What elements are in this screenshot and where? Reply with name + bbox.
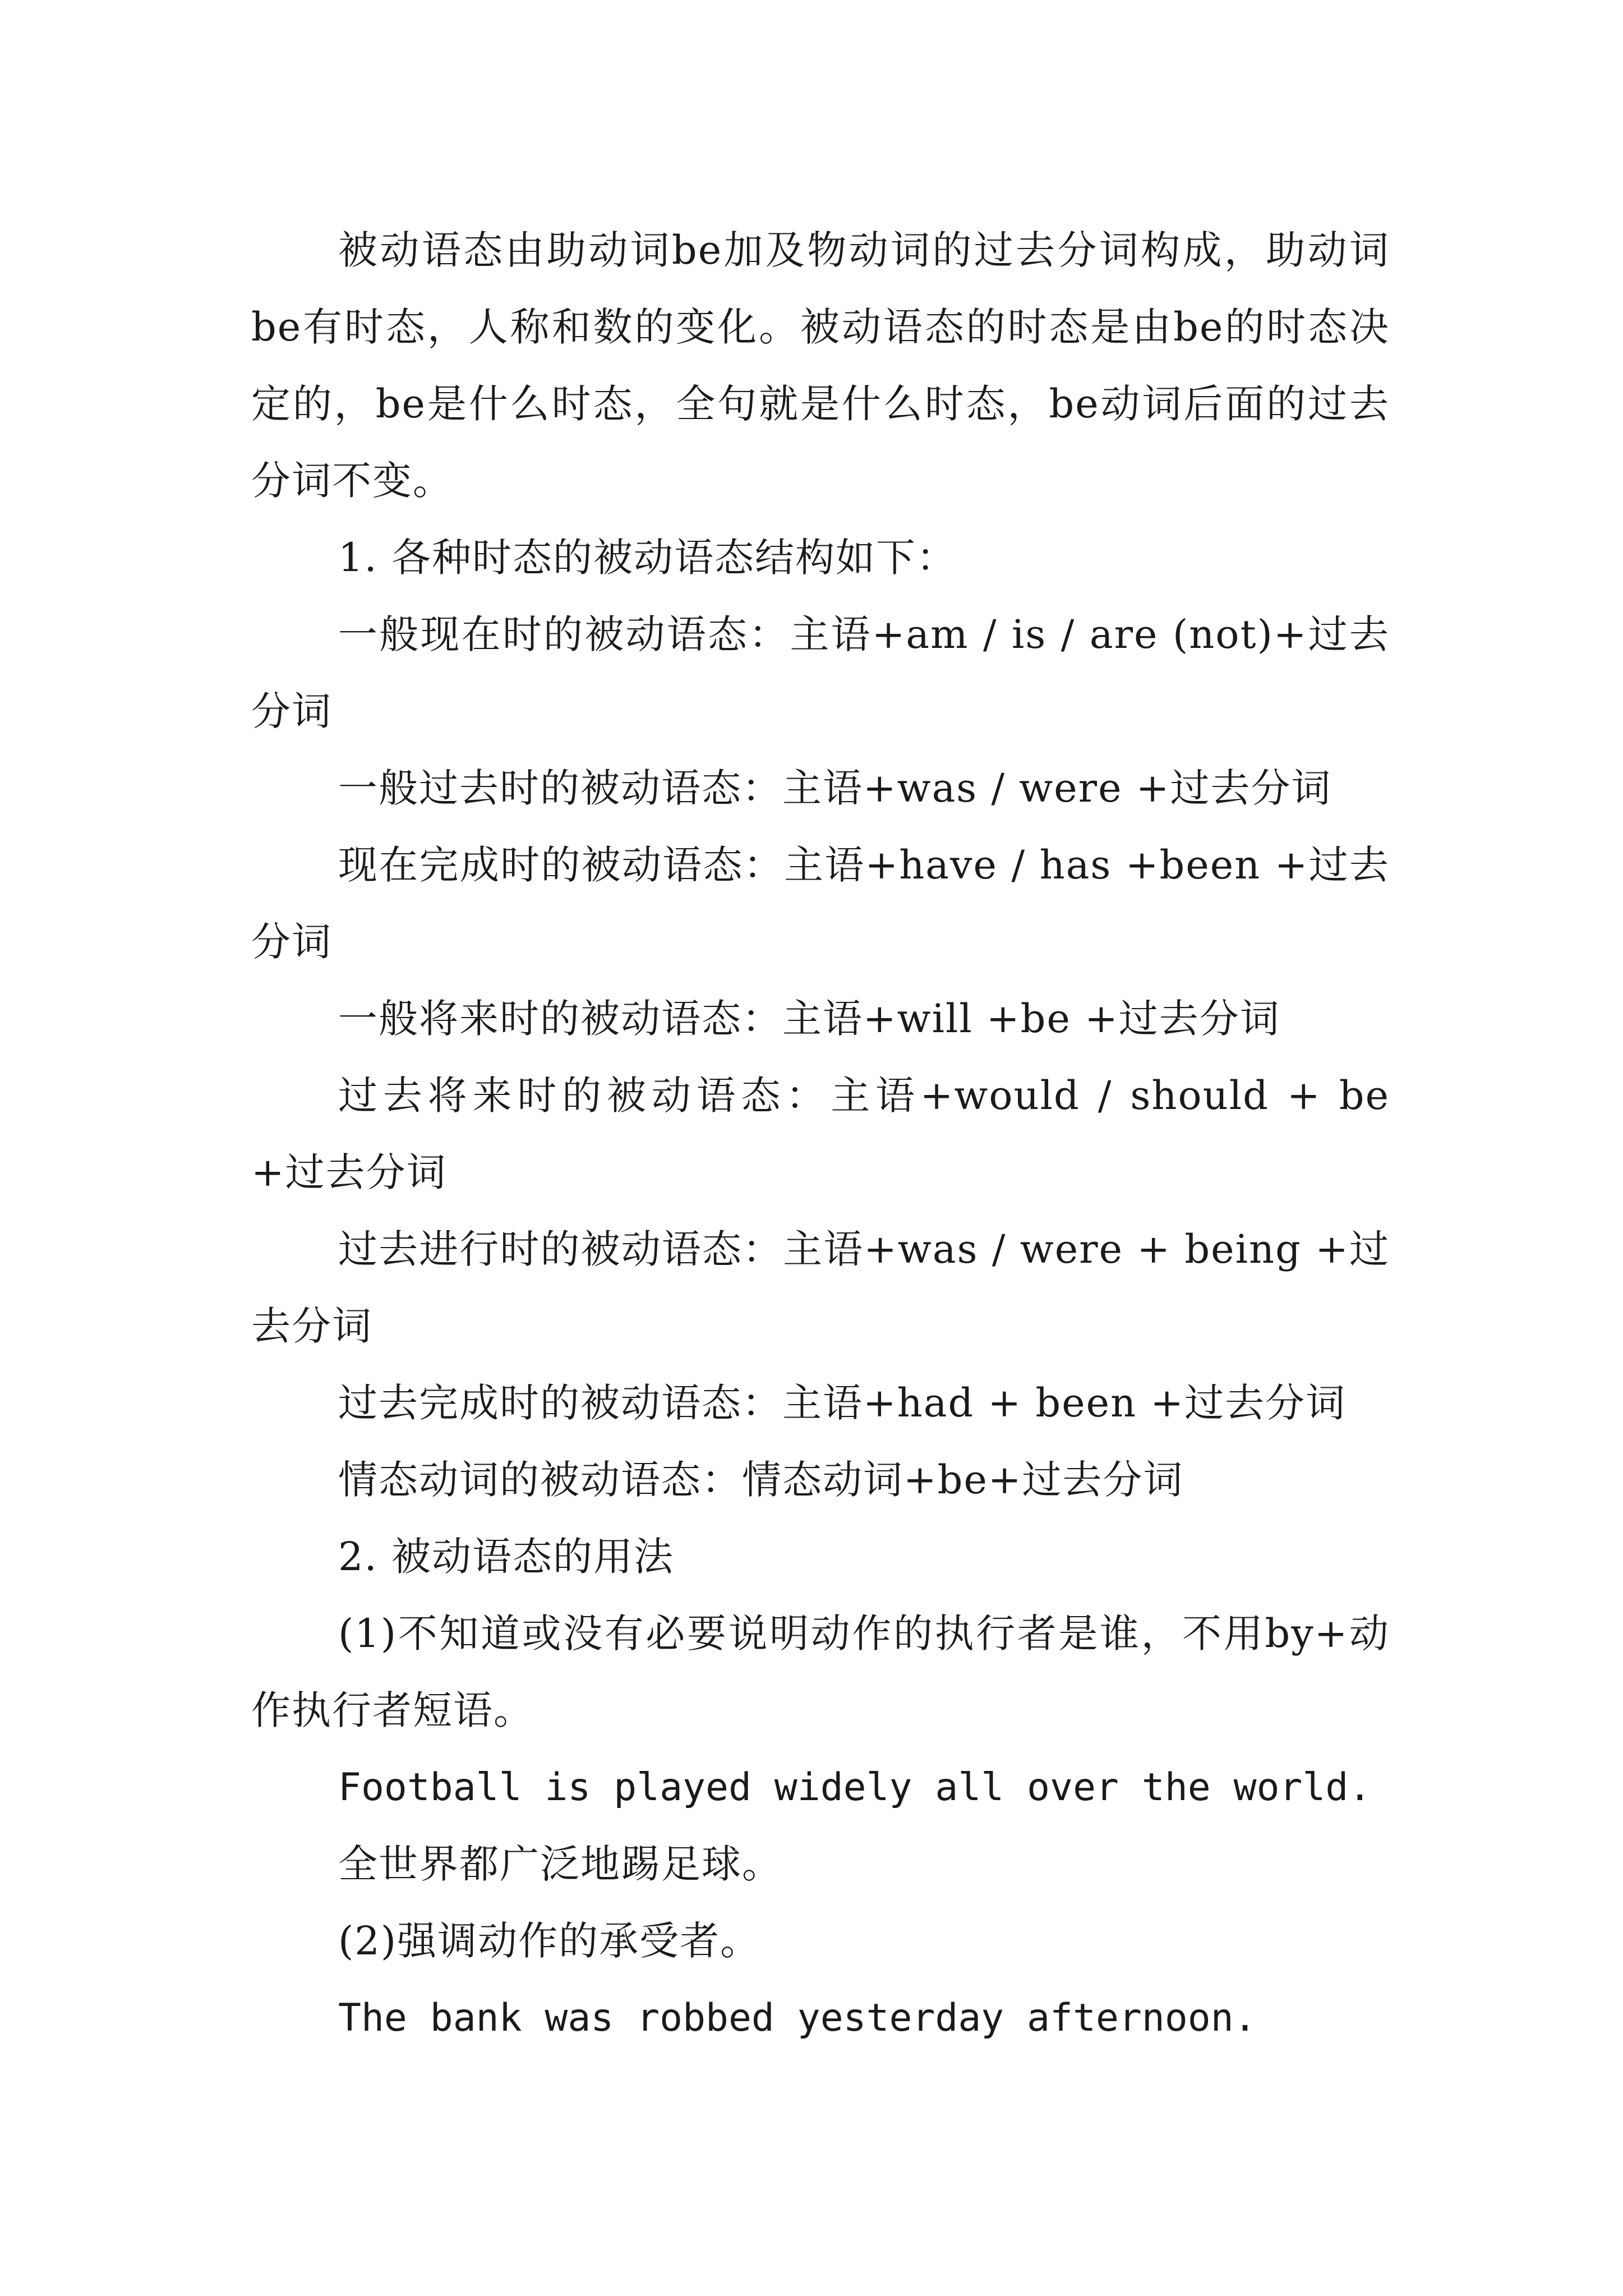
intro-paragraph: 被动语态由助动词be加及物动词的过去分词构成，助动词be有时态，人称和数的变化。被动语态的时态是由be的时态决定的，be是什么时态，全句就是什么时态，be动词后面的过去分词不变。	[251, 227, 1390, 504]
example-sentence-english-2: The bank was robbed yesterday afternoon.	[338, 1996, 1257, 2040]
section-heading-usage: 2. 被动语态的用法	[338, 1534, 675, 1580]
example-sentence-chinese-1: 全世界都广泛地踢足球。	[338, 1841, 782, 1887]
structure-simple-present: 一般现在时的被动语态：主语+am / is / are (not)+过去分词	[251, 611, 1390, 734]
structure-past-perfect: 过去完成时的被动语态：主语+had + been +过去分词	[338, 1380, 1347, 1426]
example-sentence-english-1: Football is played widely all over the world.	[338, 1765, 1372, 1810]
usage-point-2: (2)强调动作的承受者。	[338, 1918, 761, 1964]
structure-present-perfect: 现在完成时的被动语态：主语+have / has +been +过去分词	[251, 842, 1390, 965]
structure-future-in-past: 过去将来时的被动语态：主语+would / should + be +过去分词	[251, 1073, 1390, 1195]
structure-simple-future: 一般将来时的被动语态：主语+will +be +过去分词	[338, 996, 1280, 1042]
document-body	[251, 212, 1390, 2056]
section-heading-structures: 1. 各种时态的被动语态结构如下：	[338, 535, 957, 581]
structure-modal: 情态动词的被动语态：情态动词+be+过去分词	[338, 1457, 1184, 1503]
structure-simple-past: 一般过去时的被动语态：主语+was / were +过去分词	[338, 765, 1332, 811]
structure-past-continuous: 过去进行时的被动语态：主语+was / were + being +过去分词	[251, 1226, 1390, 1349]
usage-point-1: (1)不知道或没有必要说明动作的执行者是谁，不用by+动作执行者短语。	[251, 1611, 1390, 1733]
